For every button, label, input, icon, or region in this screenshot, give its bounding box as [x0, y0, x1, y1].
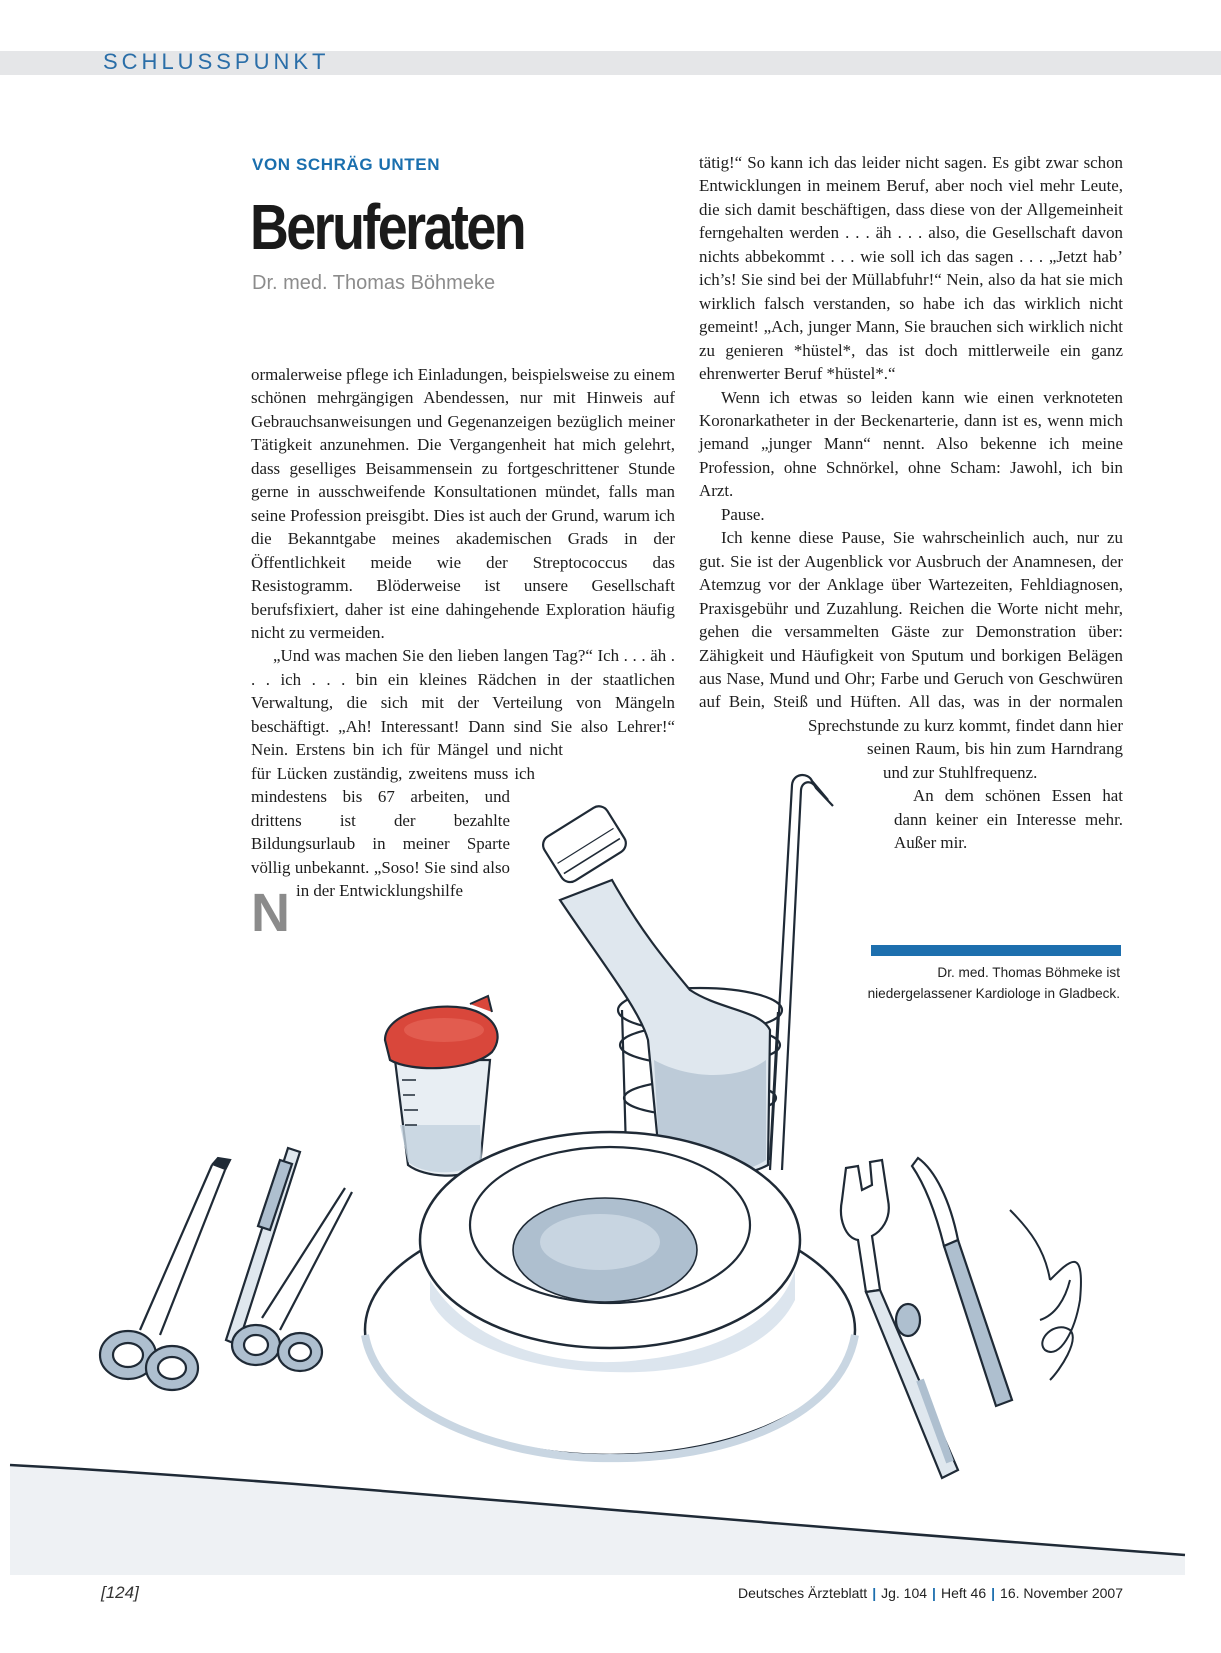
article-paragraph: N ormalerweise pflege ich Einladungen, beispielsweise zu einem schönen mehrgängigen Abendessen, nur mit Hinweis auf Gebrauchsanweisungen und Gegenanzeigen bezüglich meiner Tätigkeit anzunehmen. Die Vergangenheit hat mich gelehrt, dass geselliges Beisammensein zu fortgeschrittener Stunde gerne in ausschweifende Konsultationen mündet, falls man seine Profession preisgibt. Dies ist auch der Grund, warum ich die Bekanntgabe meines akademischen Grads in der Öffentlichkeit meide wie der Streptococcus das Resistogramm. Blöderweise ist unsere Gesellschaft berufsfixiert, daher ist eine dahingehende Exploration häufig nicht zu vermeiden.	[251, 365, 675, 943]
surgical-scissors-icon	[100, 1158, 230, 1390]
article-kicker: VON SCHRÄG UNTEN	[252, 155, 441, 174]
specimen-cup	[385, 996, 498, 1176]
footer-separator: |	[872, 1585, 877, 1601]
section-label: SCHLUSSPUNKT	[103, 49, 330, 74]
artist-signature	[1010, 1210, 1081, 1380]
place-setting-illustration	[0, 760, 1221, 1580]
publication-volume: Jg. 104	[881, 1585, 928, 1601]
article-paragraph: „Und was machen Sie den lieben langen Tag?“ Ich . . . äh . . . ich . . . bin ein kleines Rädchen in der staatlichen Verwaltung, die sich mit der Verteilung von Mängeln beschäftigt. „Ah! Interessant! Dann sind Sie also Lehrer!“ Nein. Erstens bin ich für Mängel und nicht für Lücken zuständig, zweitens muss ich mindestens bis 67 arbeiten, und drittens ist der bezahlte Bildungsurlaub in meiner Sparte völlig unbekannt. „Soso! Sie sind also in der Entwicklungshilfe	[251, 646, 675, 900]
footer-separator: |	[991, 1585, 996, 1601]
page-number: [124]	[101, 1583, 139, 1602]
article-paragraph: Wenn ich etwas so leiden kann wie einen verknoteten Koronarkatheter in der Beckenarterie, dann ist es, wenn mich jemand „junger Mann“ nennt. Also bekenne ich meine Profession, ohne Schnörkel, ohne Scham: Jawohl, ich bin Arzt.	[699, 387, 1123, 501]
article-author: Dr. med. Thomas Böhmeke	[252, 272, 496, 294]
publication-footer	[738, 1585, 1123, 1601]
author-bio: Dr. med. Thomas Böhmeke ist niedergelassener Kardiologe in Gladbeck.	[867, 965, 1120, 1001]
publication-name: Deutsches Ärzteblatt	[738, 1585, 868, 1601]
knife-icon	[912, 1158, 1012, 1406]
drop-cap: N	[251, 883, 290, 943]
footer-separator: |	[932, 1585, 936, 1601]
article-paragraph: An dem schönen Essen hat dann keiner ein Interesse mehr. Außer mir.	[894, 786, 1123, 853]
article-paragraph: Pause.	[721, 504, 765, 524]
publication-issue: Heft 46	[940, 1585, 987, 1601]
plate-stack	[365, 1132, 855, 1458]
article-paragraph: Ich kenne diese Pause, Sie wahrscheinlich auch, nur zu gut. Sie ist der Augenblick vor Ausbruch der Anamnesen, der Atemzug vor der Anklage über Wartezeiten, Fehldiagnosen, Praxisgebühr und Zuzahlung. Reichen die Worte nicht mehr, gehen die versammelten Gäste zur Demonstration über: Zähigkeit und Häufigkeit von Sputum und borkigen Belägen aus Nase, Mund und Ohr; Farbe und Geruch von Geschwüren auf Bein, Steiß und Hüften. All das, was in der normalen Sprechstunde zu kurz kommt, findet dann hier seinen Raum, bis hin zum Harndrang und zur Stuhlfrequenz.	[699, 528, 1123, 782]
table-edge	[10, 1465, 1185, 1575]
article-paragraph: tätig!“ So kann ich das leider nicht sagen. Es gibt zwar schon Entwicklungen in meinem Beruf, aber noch viel mehr Leute, die sich damit beschäftigen, dass diese von der Allgemeinheit ferngehalten werden . . . äh . . . also, die Gesellschaft davon nichts abbekommt . . . wie soll ich das sagen . . . „Jetzt hab’ ich’s! Sie sind bei der Müllabfuhr!“ Nein, also da hat sie mich wirklich falsch verstanden, so habe ich das wirklich nicht gemeint! „Ach, junger Mann, Sie brauchen sich wirklich nicht zu genieren *hüstel*, das ist doch mittlerweile ein ganz ehrenwerter Beruf *hüstel*.“	[699, 153, 1123, 384]
publication-date: 16. November 2007	[1000, 1585, 1123, 1601]
article-title: Beruferaten	[250, 191, 525, 263]
